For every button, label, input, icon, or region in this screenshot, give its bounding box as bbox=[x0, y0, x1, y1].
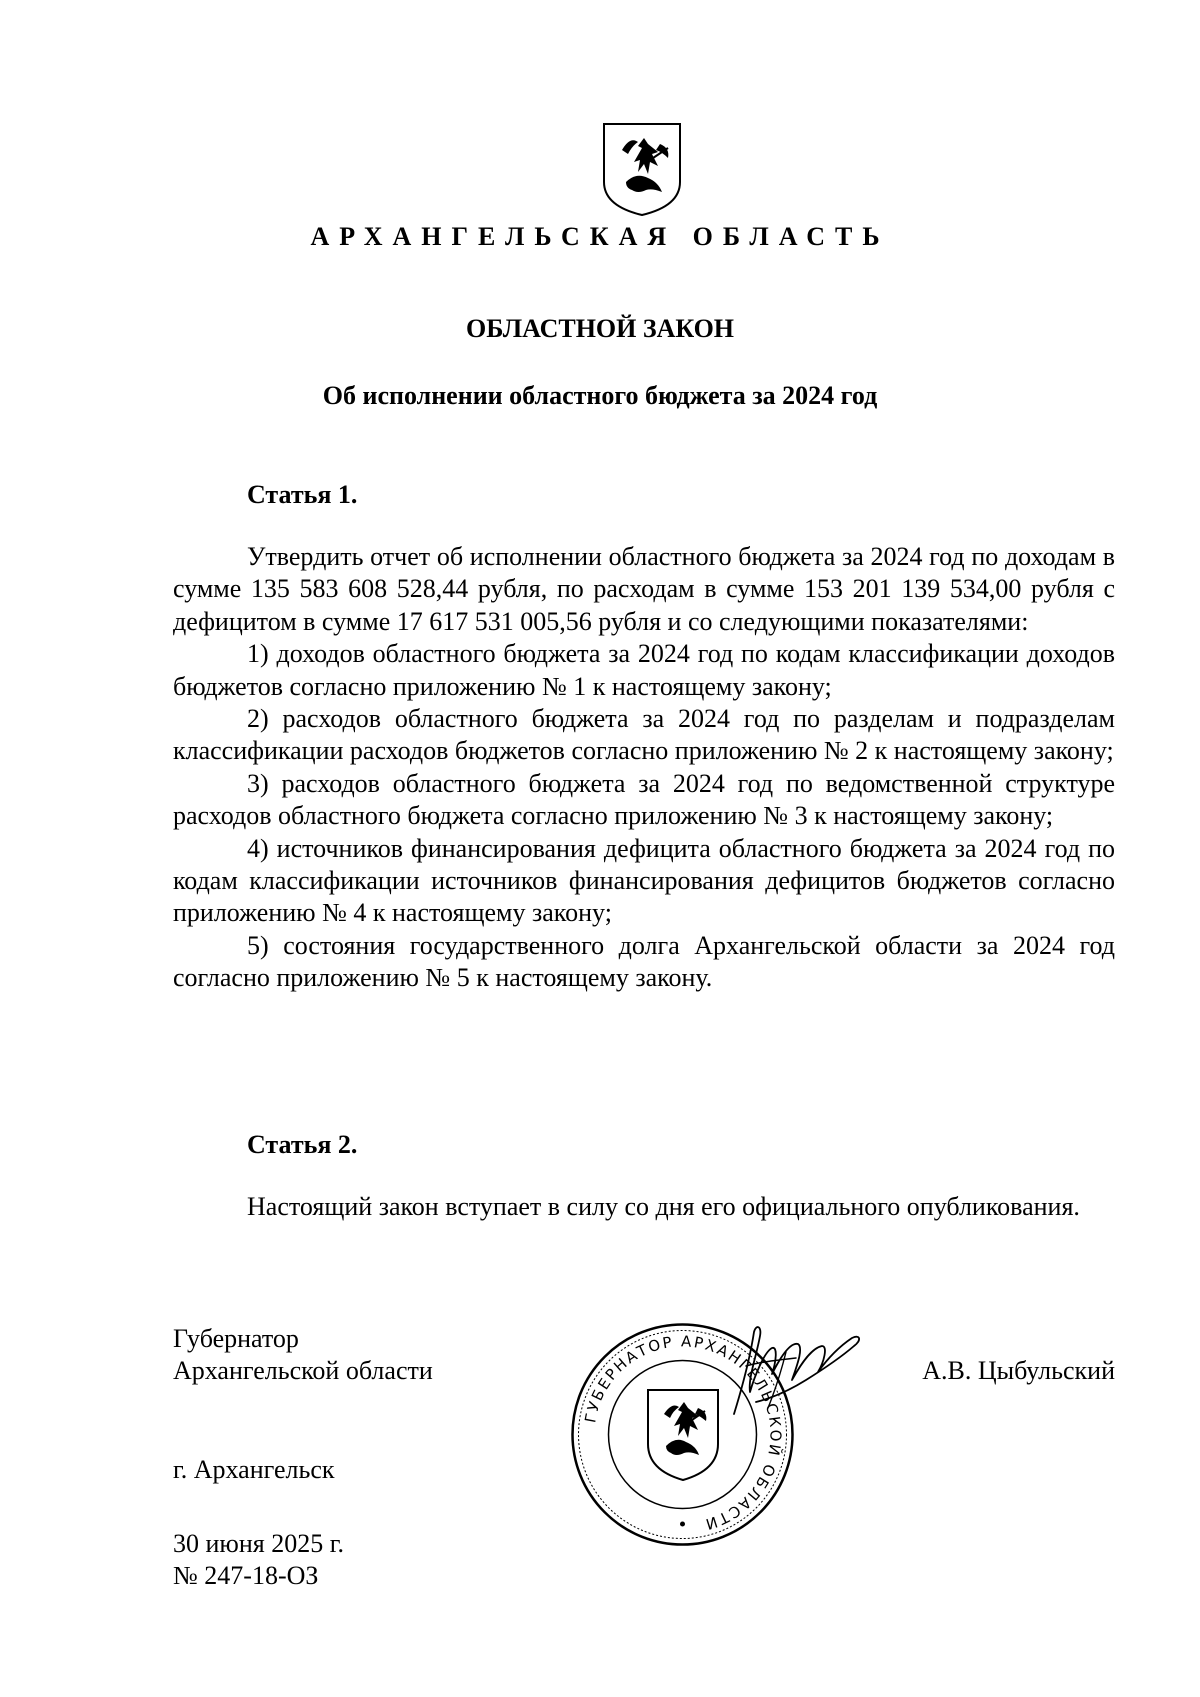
document-title: Об исполнении областного бюджета за 2024 год bbox=[322, 381, 878, 410]
signatory-name: А.В. Цыбульский bbox=[922, 1356, 1115, 1385]
date-and-number bbox=[173, 1528, 344, 1592]
document-type: ОБЛАСТНОЙ ЗАКОН bbox=[465, 314, 735, 343]
position-line-2: Архангельской области bbox=[173, 1356, 433, 1385]
document-date: 30 июня 2025 г. bbox=[173, 1529, 344, 1558]
seal-text: ГУБЕРНАТОР АРХАНГЕЛЬСКОЙ ОБЛАСТИ bbox=[581, 1332, 785, 1534]
article-1-item-5: 5) состояния государственного долга Архангельской области за 2024 год согласно приложению № 5 к настоящему закону. bbox=[173, 930, 1115, 993]
article-2-body bbox=[173, 1191, 1115, 1223]
handwritten-signature bbox=[720, 1318, 870, 1428]
article-1-item-1: 1) доходов областного бюджета за 2024 год по кодам классификации доходов бюджетов согласно приложению № 1 к настоящему закону; bbox=[173, 639, 1115, 701]
article-1-item-2: 2) расходов областного бюджета за 2024 год по разделам и подразделам классификации расходов бюджетов согласно приложению № 2 к настоящему закону; bbox=[173, 704, 1115, 766]
article-2-paragraph: Настоящий закон вступает в силу со дня его официального опубликования. bbox=[247, 1192, 1080, 1221]
signatory-position bbox=[173, 1323, 433, 1387]
article-2-heading: Статья 2. bbox=[247, 1130, 358, 1159]
city: г. Архангельск bbox=[173, 1455, 335, 1484]
article-1-heading: Статья 1. bbox=[247, 480, 358, 509]
article-1-body bbox=[173, 541, 1115, 995]
seal-emblem-icon bbox=[648, 1390, 718, 1480]
coat-of-arms-icon bbox=[600, 120, 684, 218]
article-1-item-4: 4) источников финансирования дефицита областного бюджета за 2024 год по кодам классификации источников финансирования дефицитов бюджетов согласно приложению № 4 к настоящему закону; bbox=[173, 833, 1115, 928]
article-1-paragraph: Утвердить отчет об исполнении областного бюджета за 2024 год по доходам в сумме 135 583 608 528,44 рубля, по расходам в сумме 153 201 139 534,00 рубля с дефицитом в сумме 17 617 531 005,56 рубля и со следующими показателями: bbox=[173, 542, 1115, 636]
position-line-1: Губернатор bbox=[173, 1324, 299, 1353]
article-1-item-3: 3) расходов областного бюджета за 2024 год по ведомственной структуре расходов областного бюджета согласно приложению № 3 к настоящему закону; bbox=[173, 768, 1115, 831]
document-number: № 247-18-ОЗ bbox=[173, 1561, 319, 1590]
region-name: АРХАНГЕЛЬСКАЯ ОБЛАСТЬ bbox=[310, 222, 890, 251]
